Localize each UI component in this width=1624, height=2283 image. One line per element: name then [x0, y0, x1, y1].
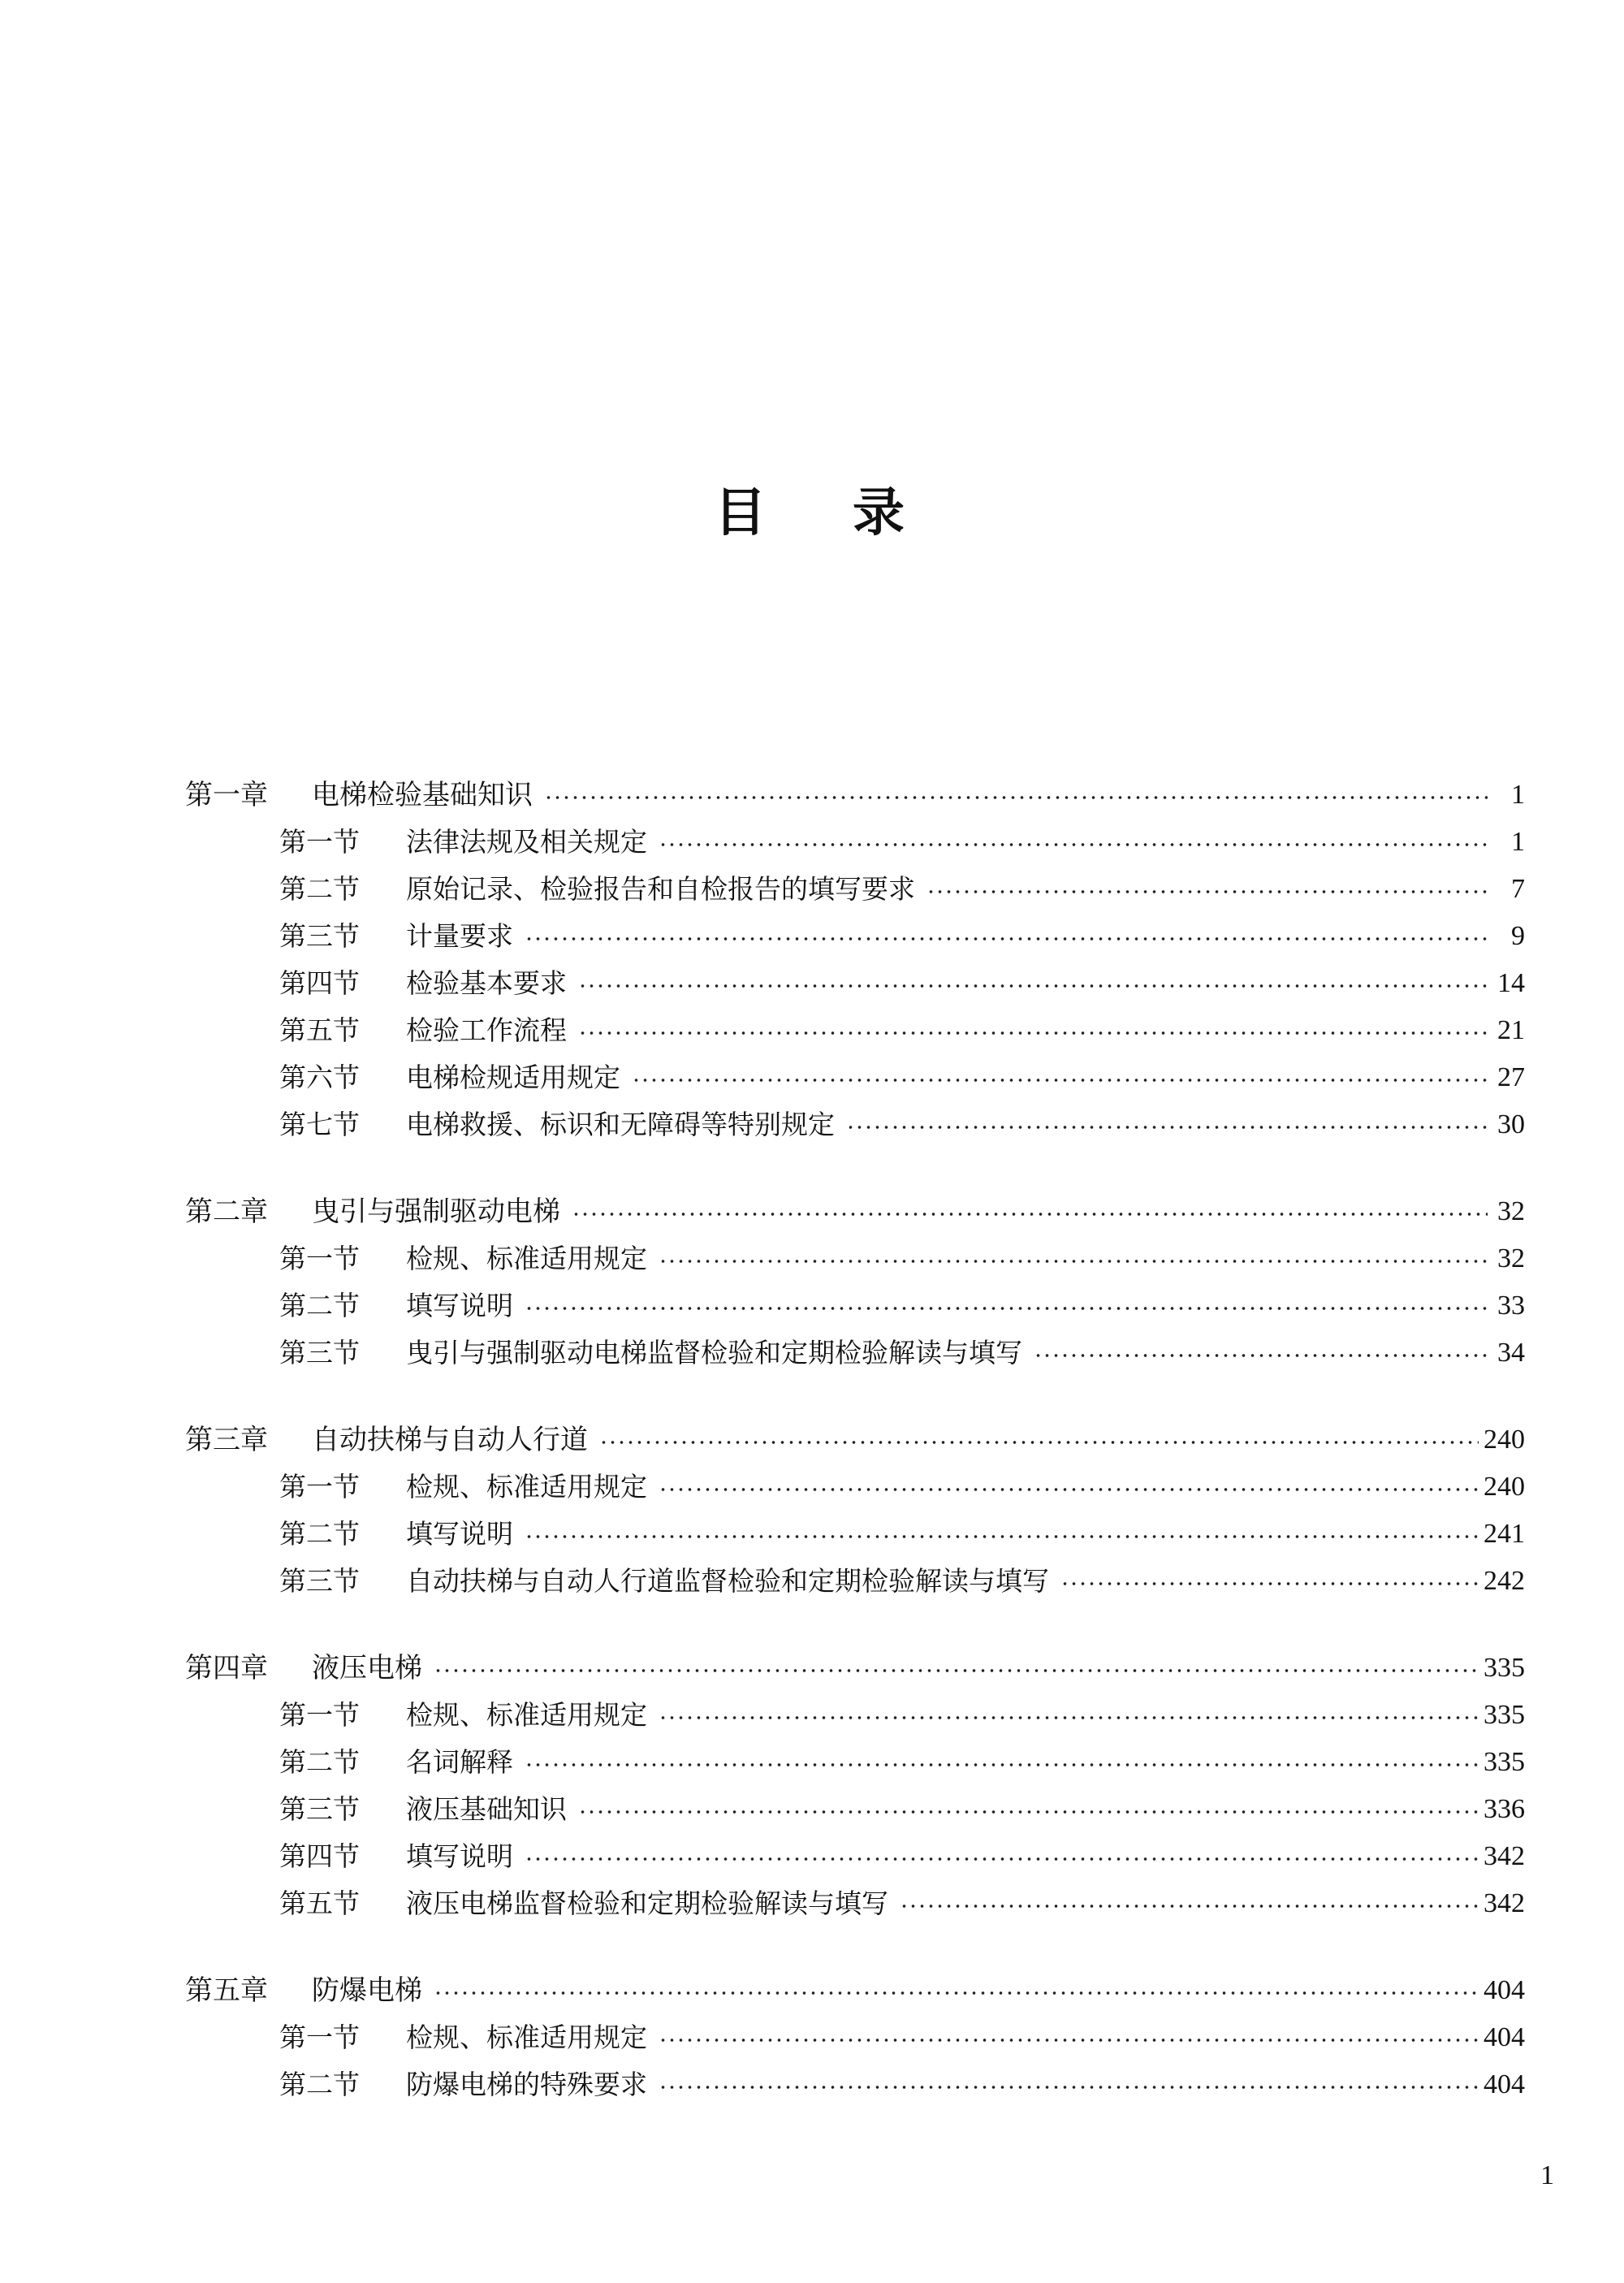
toc-section-entry[interactable]: [185, 1007, 1525, 1054]
page-title-char: 录: [853, 483, 910, 543]
page-number: 240: [1484, 1425, 1525, 1455]
section-title: 检规、标准适用规定: [406, 1699, 647, 1731]
section-number: 第三节: [279, 1337, 360, 1369]
section-number: 第三节: [279, 920, 360, 952]
toc-section-entry[interactable]: [185, 1880, 1525, 1927]
page-number: 335: [1484, 1747, 1525, 1777]
toc-section-entry[interactable]: [185, 1235, 1525, 1282]
section-title: 电梯检规适用规定: [406, 1062, 620, 1093]
section-title: 液压电梯监督检验和定期检验解读与填写: [406, 1887, 888, 1919]
folio-page-number: 1: [1540, 2160, 1554, 2190]
section-title: 电梯救援、标识和无障碍等特别规定: [406, 1109, 835, 1140]
toc-section-entry[interactable]: [185, 819, 1525, 866]
chapter-number: 第二章: [185, 1196, 268, 1228]
toc-section-entry[interactable]: [185, 1511, 1525, 1558]
page-number: 7: [1511, 874, 1525, 904]
chapter-number: 第五章: [185, 1974, 268, 2007]
toc-section-entry[interactable]: [185, 1739, 1525, 1786]
section-number: 第五节: [279, 1887, 360, 1919]
section-title: 检规、标准适用规定: [406, 2021, 647, 2053]
chapter-number: 第一章: [185, 779, 268, 811]
section-number: 第二节: [279, 2069, 360, 2100]
page-number: 21: [1497, 1015, 1525, 1045]
dot-leader: [900, 1898, 1479, 1914]
dot-leader: [1060, 1576, 1479, 1592]
section-number: 第一节: [279, 1471, 360, 1503]
dot-leader: [578, 1804, 1479, 1820]
dot-leader: [525, 1757, 1479, 1773]
dot-leader: [434, 1985, 1479, 2001]
toc-section-entry[interactable]: [185, 1054, 1525, 1101]
dot-leader: [434, 1663, 1479, 1679]
dot-leader: [525, 1300, 1488, 1317]
page-number: 9: [1511, 921, 1525, 951]
page-number: 336: [1484, 1794, 1525, 1824]
toc-chapter: [185, 1645, 1525, 1927]
section-number: 第二节: [279, 1746, 360, 1778]
dot-leader: [846, 1119, 1488, 1135]
dot-leader: [659, 837, 1488, 853]
section-number: 第二节: [279, 1518, 360, 1550]
dot-leader: [578, 1025, 1488, 1041]
page-number: 32: [1497, 1243, 1525, 1273]
page-number: 14: [1497, 968, 1525, 998]
dot-leader: [659, 1710, 1479, 1726]
toc-chapter-entry[interactable]: [185, 772, 1525, 819]
toc-section-entry[interactable]: [185, 1558, 1525, 1605]
toc-chapter: [185, 1416, 1525, 1605]
toc-chapter-entry[interactable]: [185, 1416, 1525, 1464]
toc-section-entry[interactable]: [185, 913, 1525, 960]
dot-leader: [1034, 1347, 1488, 1364]
page-number: 240: [1484, 1472, 1525, 1502]
chapter-number: 第三章: [185, 1424, 268, 1456]
toc-section-entry[interactable]: [185, 1330, 1525, 1377]
section-title: 检验基本要求: [406, 967, 567, 999]
section-number: 第一节: [279, 826, 360, 858]
toc-section-entry[interactable]: [185, 1692, 1525, 1739]
dot-leader: [525, 1851, 1479, 1867]
chapter-title: 液压电梯: [312, 1652, 422, 1684]
dot-leader: [659, 2032, 1479, 2048]
section-title: 检规、标准适用规定: [406, 1243, 647, 1274]
section-number: 第三节: [279, 1793, 360, 1825]
page-number: 241: [1484, 1519, 1525, 1549]
chapter-title: 防爆电梯: [312, 1974, 422, 2007]
dot-leader: [572, 1206, 1488, 1222]
table-of-contents: [185, 772, 1525, 2148]
toc-section-entry[interactable]: [185, 1786, 1525, 1833]
section-title: 填写说明: [406, 1518, 513, 1550]
page-number: 1: [1511, 780, 1525, 810]
section-title: 检验工作流程: [406, 1014, 567, 1046]
toc-section-entry[interactable]: [185, 1101, 1525, 1148]
page-number: 34: [1497, 1338, 1525, 1368]
section-title: 自动扶梯与自动人行道监督检验和定期检验解读与填写: [406, 1565, 1049, 1597]
page-number: 32: [1497, 1196, 1525, 1226]
dot-leader: [578, 978, 1488, 994]
page-number: 342: [1484, 1841, 1525, 1871]
toc-section-entry[interactable]: [185, 960, 1525, 1007]
section-number: 第二节: [279, 1290, 360, 1321]
section-number: 第七节: [279, 1109, 360, 1140]
page-number: 335: [1484, 1653, 1525, 1683]
page-number: 404: [1484, 2022, 1525, 2052]
page-number: 342: [1484, 1888, 1525, 1918]
toc-section-entry[interactable]: [185, 2061, 1525, 2108]
page-title: [0, 483, 1624, 543]
page-number: 335: [1484, 1700, 1525, 1730]
section-title: 液压基础知识: [406, 1793, 567, 1825]
dot-leader: [632, 1072, 1488, 1088]
dot-leader: [544, 789, 1488, 806]
toc-chapter: [185, 1967, 1525, 2108]
section-title: 填写说明: [406, 1290, 513, 1321]
section-title: 检规、标准适用规定: [406, 1471, 647, 1503]
dot-leader: [926, 884, 1488, 900]
page-number: 33: [1497, 1291, 1525, 1321]
section-title: 原始记录、检验报告和自检报告的填写要求: [406, 873, 915, 905]
toc-section-entry[interactable]: [185, 1833, 1525, 1880]
page-number: 242: [1484, 1566, 1525, 1596]
section-title: 计量要求: [406, 920, 513, 952]
page-number: 27: [1497, 1062, 1525, 1092]
toc-section-entry[interactable]: [185, 2014, 1525, 2061]
toc-chapter: [185, 1188, 1525, 1377]
section-number: 第四节: [279, 1840, 360, 1872]
section-title: 曳引与强制驱动电梯监督检验和定期检验解读与填写: [406, 1337, 1022, 1369]
toc-section-entry[interactable]: [185, 1464, 1525, 1511]
toc-chapter-entry[interactable]: [185, 1188, 1525, 1235]
page-number: 404: [1484, 1975, 1525, 2005]
toc-chapter-entry[interactable]: [185, 1645, 1525, 1692]
dot-leader: [599, 1434, 1479, 1451]
dot-leader: [525, 931, 1488, 947]
toc-chapter: [185, 772, 1525, 1148]
chapter-title: 自动扶梯与自动人行道: [312, 1424, 588, 1456]
section-number: 第一节: [279, 2021, 360, 2053]
section-number: 第五节: [279, 1014, 360, 1046]
section-number: 第三节: [279, 1565, 360, 1597]
page-number: 1: [1511, 827, 1525, 857]
dot-leader: [659, 2079, 1479, 2095]
chapter-title: 曳引与强制驱动电梯: [312, 1196, 560, 1228]
section-number: 第四节: [279, 967, 360, 999]
page-number: 404: [1484, 2069, 1525, 2099]
dot-leader: [659, 1253, 1488, 1269]
toc-section-entry[interactable]: [185, 866, 1525, 913]
chapter-number: 第四章: [185, 1652, 268, 1684]
page-title-char: 目: [714, 483, 771, 543]
dot-leader: [659, 1481, 1479, 1498]
toc-chapter-entry[interactable]: [185, 1967, 1525, 2014]
section-title: 名词解释: [406, 1746, 513, 1778]
section-number: 第六节: [279, 1062, 360, 1093]
toc-section-entry[interactable]: [185, 1282, 1525, 1330]
section-title: 填写说明: [406, 1840, 513, 1872]
chapter-title: 电梯检验基础知识: [312, 779, 533, 811]
page-number: 30: [1497, 1109, 1525, 1139]
dot-leader: [525, 1528, 1479, 1545]
section-title: 防爆电梯的特殊要求: [406, 2069, 647, 2100]
section-number: 第一节: [279, 1699, 360, 1731]
section-number: 第二节: [279, 873, 360, 905]
section-number: 第一节: [279, 1243, 360, 1274]
section-title: 法律法规及相关规定: [406, 826, 647, 858]
